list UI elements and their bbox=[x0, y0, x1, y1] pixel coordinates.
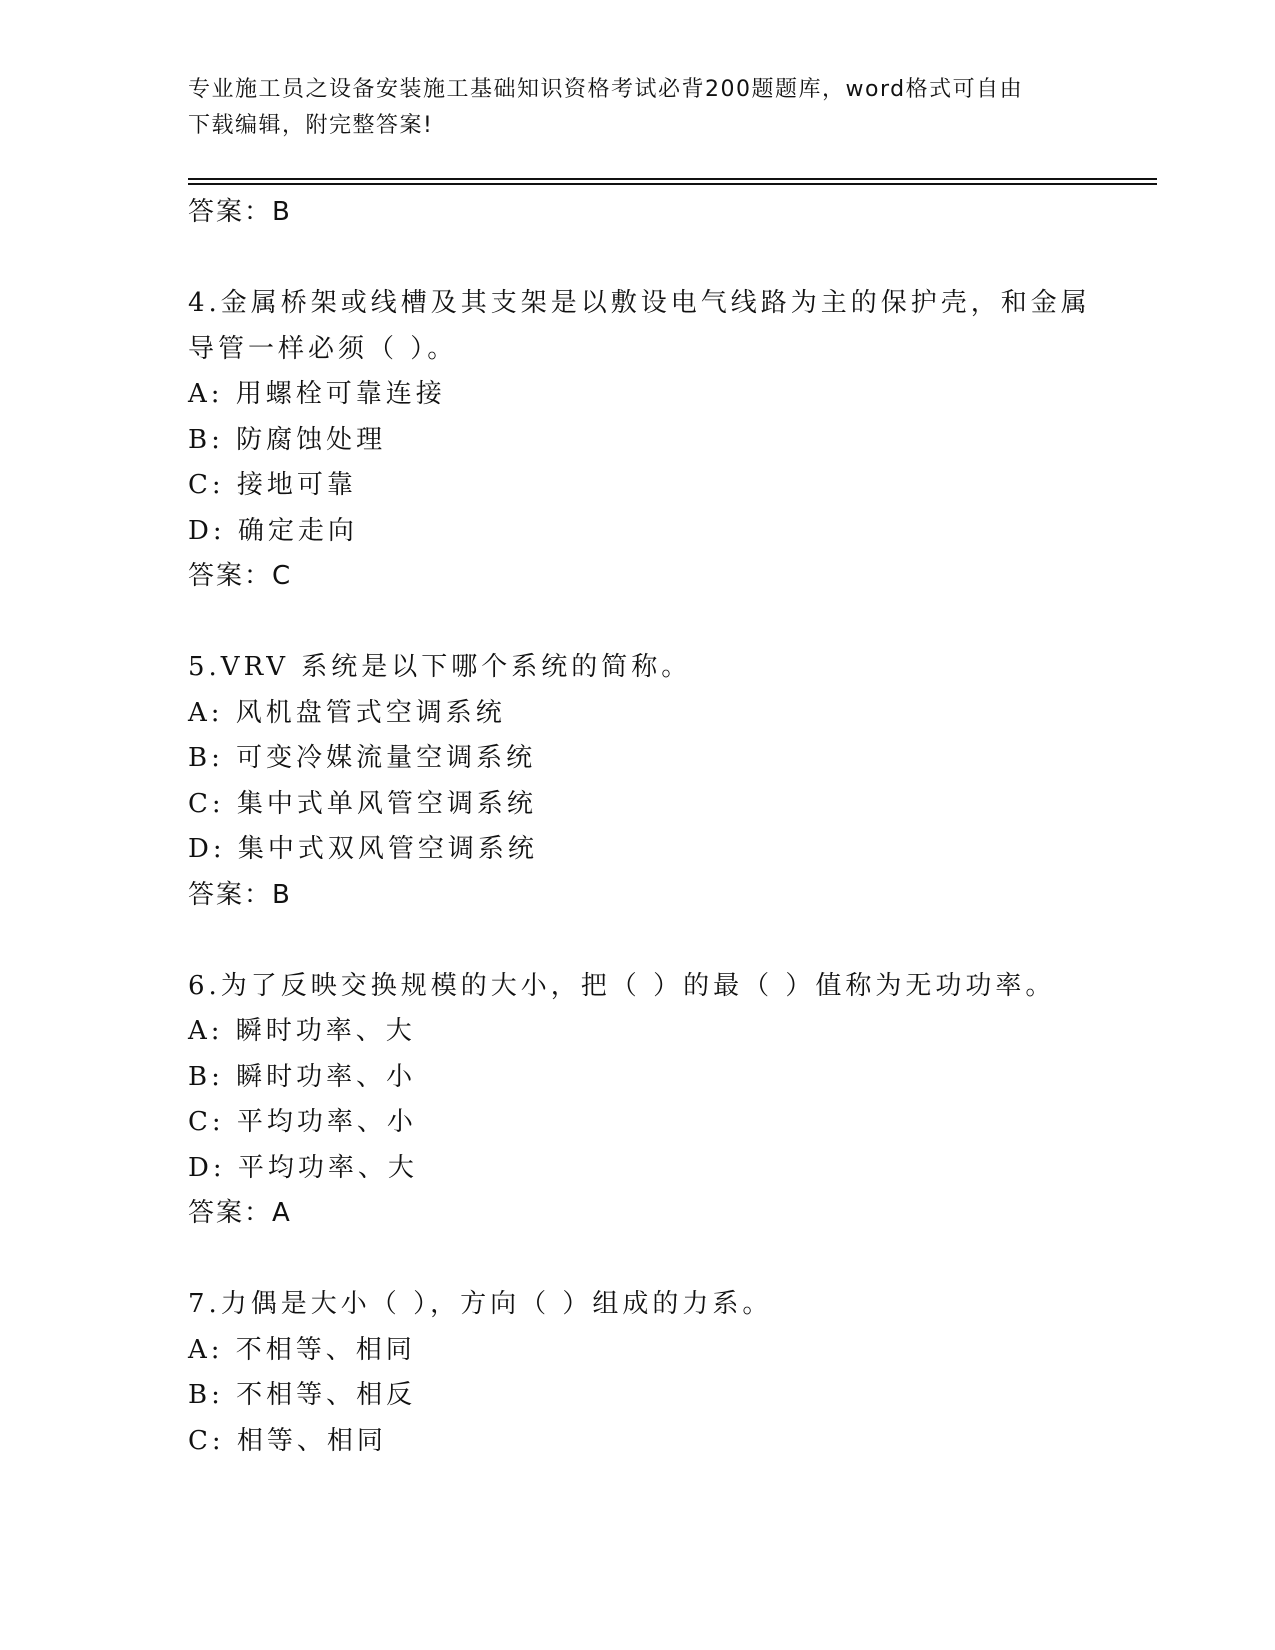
previous-answer: 答案：B bbox=[188, 197, 292, 227]
option-b: B: 瞬时功率、小 bbox=[188, 1061, 417, 1092]
option-b: B: 不相等、相反 bbox=[188, 1380, 417, 1410]
header-rule-top bbox=[188, 178, 1157, 180]
question-5 bbox=[188, 645, 1088, 918]
option-c: C: 集中式单风管空调系统 bbox=[188, 788, 537, 819]
question-6 bbox=[188, 964, 1088, 1237]
option-a: A: 风机盘管式空调系统 bbox=[188, 697, 506, 728]
header-line-1: 专业施工员之设备安装施工基础知识资格考试必背200题题库，word格式可自由 bbox=[188, 77, 1024, 102]
spacer bbox=[188, 1237, 1088, 1283]
question-list bbox=[188, 190, 1091, 1464]
page-header bbox=[188, 72, 1068, 144]
spacer bbox=[188, 236, 1088, 282]
option-c: C: 平均功率、小 bbox=[188, 1107, 417, 1137]
option-b: B: 可变冷媒流量空调系统 bbox=[188, 743, 537, 773]
question-stem: 导管一样必须（ ）。 bbox=[188, 333, 458, 364]
question-stem: 7.力偶是大小（ ），方向（ ）组成的力系。 bbox=[188, 1289, 773, 1319]
question-7 bbox=[188, 1282, 1088, 1464]
header-line-2: 下载编辑，附完整答案! bbox=[188, 113, 434, 138]
option-a: A: 不相等、相同 bbox=[188, 1334, 416, 1365]
spacer bbox=[188, 918, 1088, 964]
answer: 答案：C bbox=[188, 561, 293, 591]
question-stem: 5.VRV 系统是以下哪个系统的简称。 bbox=[188, 652, 692, 682]
question-stem: 4.金属桥架或线槽及其支架是以敷设电气线路为主的保护壳，和金属 bbox=[188, 288, 1091, 318]
question-4 bbox=[188, 281, 1091, 600]
answer: 答案：B bbox=[188, 879, 292, 910]
option-b: B: 防腐蚀处理 bbox=[188, 424, 387, 455]
spacer bbox=[188, 600, 1088, 646]
option-a: A: 用螺栓可靠连接 bbox=[188, 379, 446, 409]
option-a: A: 瞬时功率、大 bbox=[188, 1016, 416, 1046]
option-d: D: 确定走向 bbox=[188, 515, 358, 546]
option-c: C: 相等、相同 bbox=[188, 1425, 387, 1456]
option-d: D: 平均功率、大 bbox=[188, 1152, 418, 1183]
option-d: D: 集中式双风管空调系统 bbox=[188, 834, 538, 864]
question-stem: 6.为了反映交换规模的大小，把（ ）的最（ ）值称为无功功率。 bbox=[188, 970, 1056, 1001]
header-rule-bottom bbox=[188, 183, 1157, 185]
answer: 答案：A bbox=[188, 1198, 292, 1228]
option-c: C: 接地可靠 bbox=[188, 470, 357, 500]
